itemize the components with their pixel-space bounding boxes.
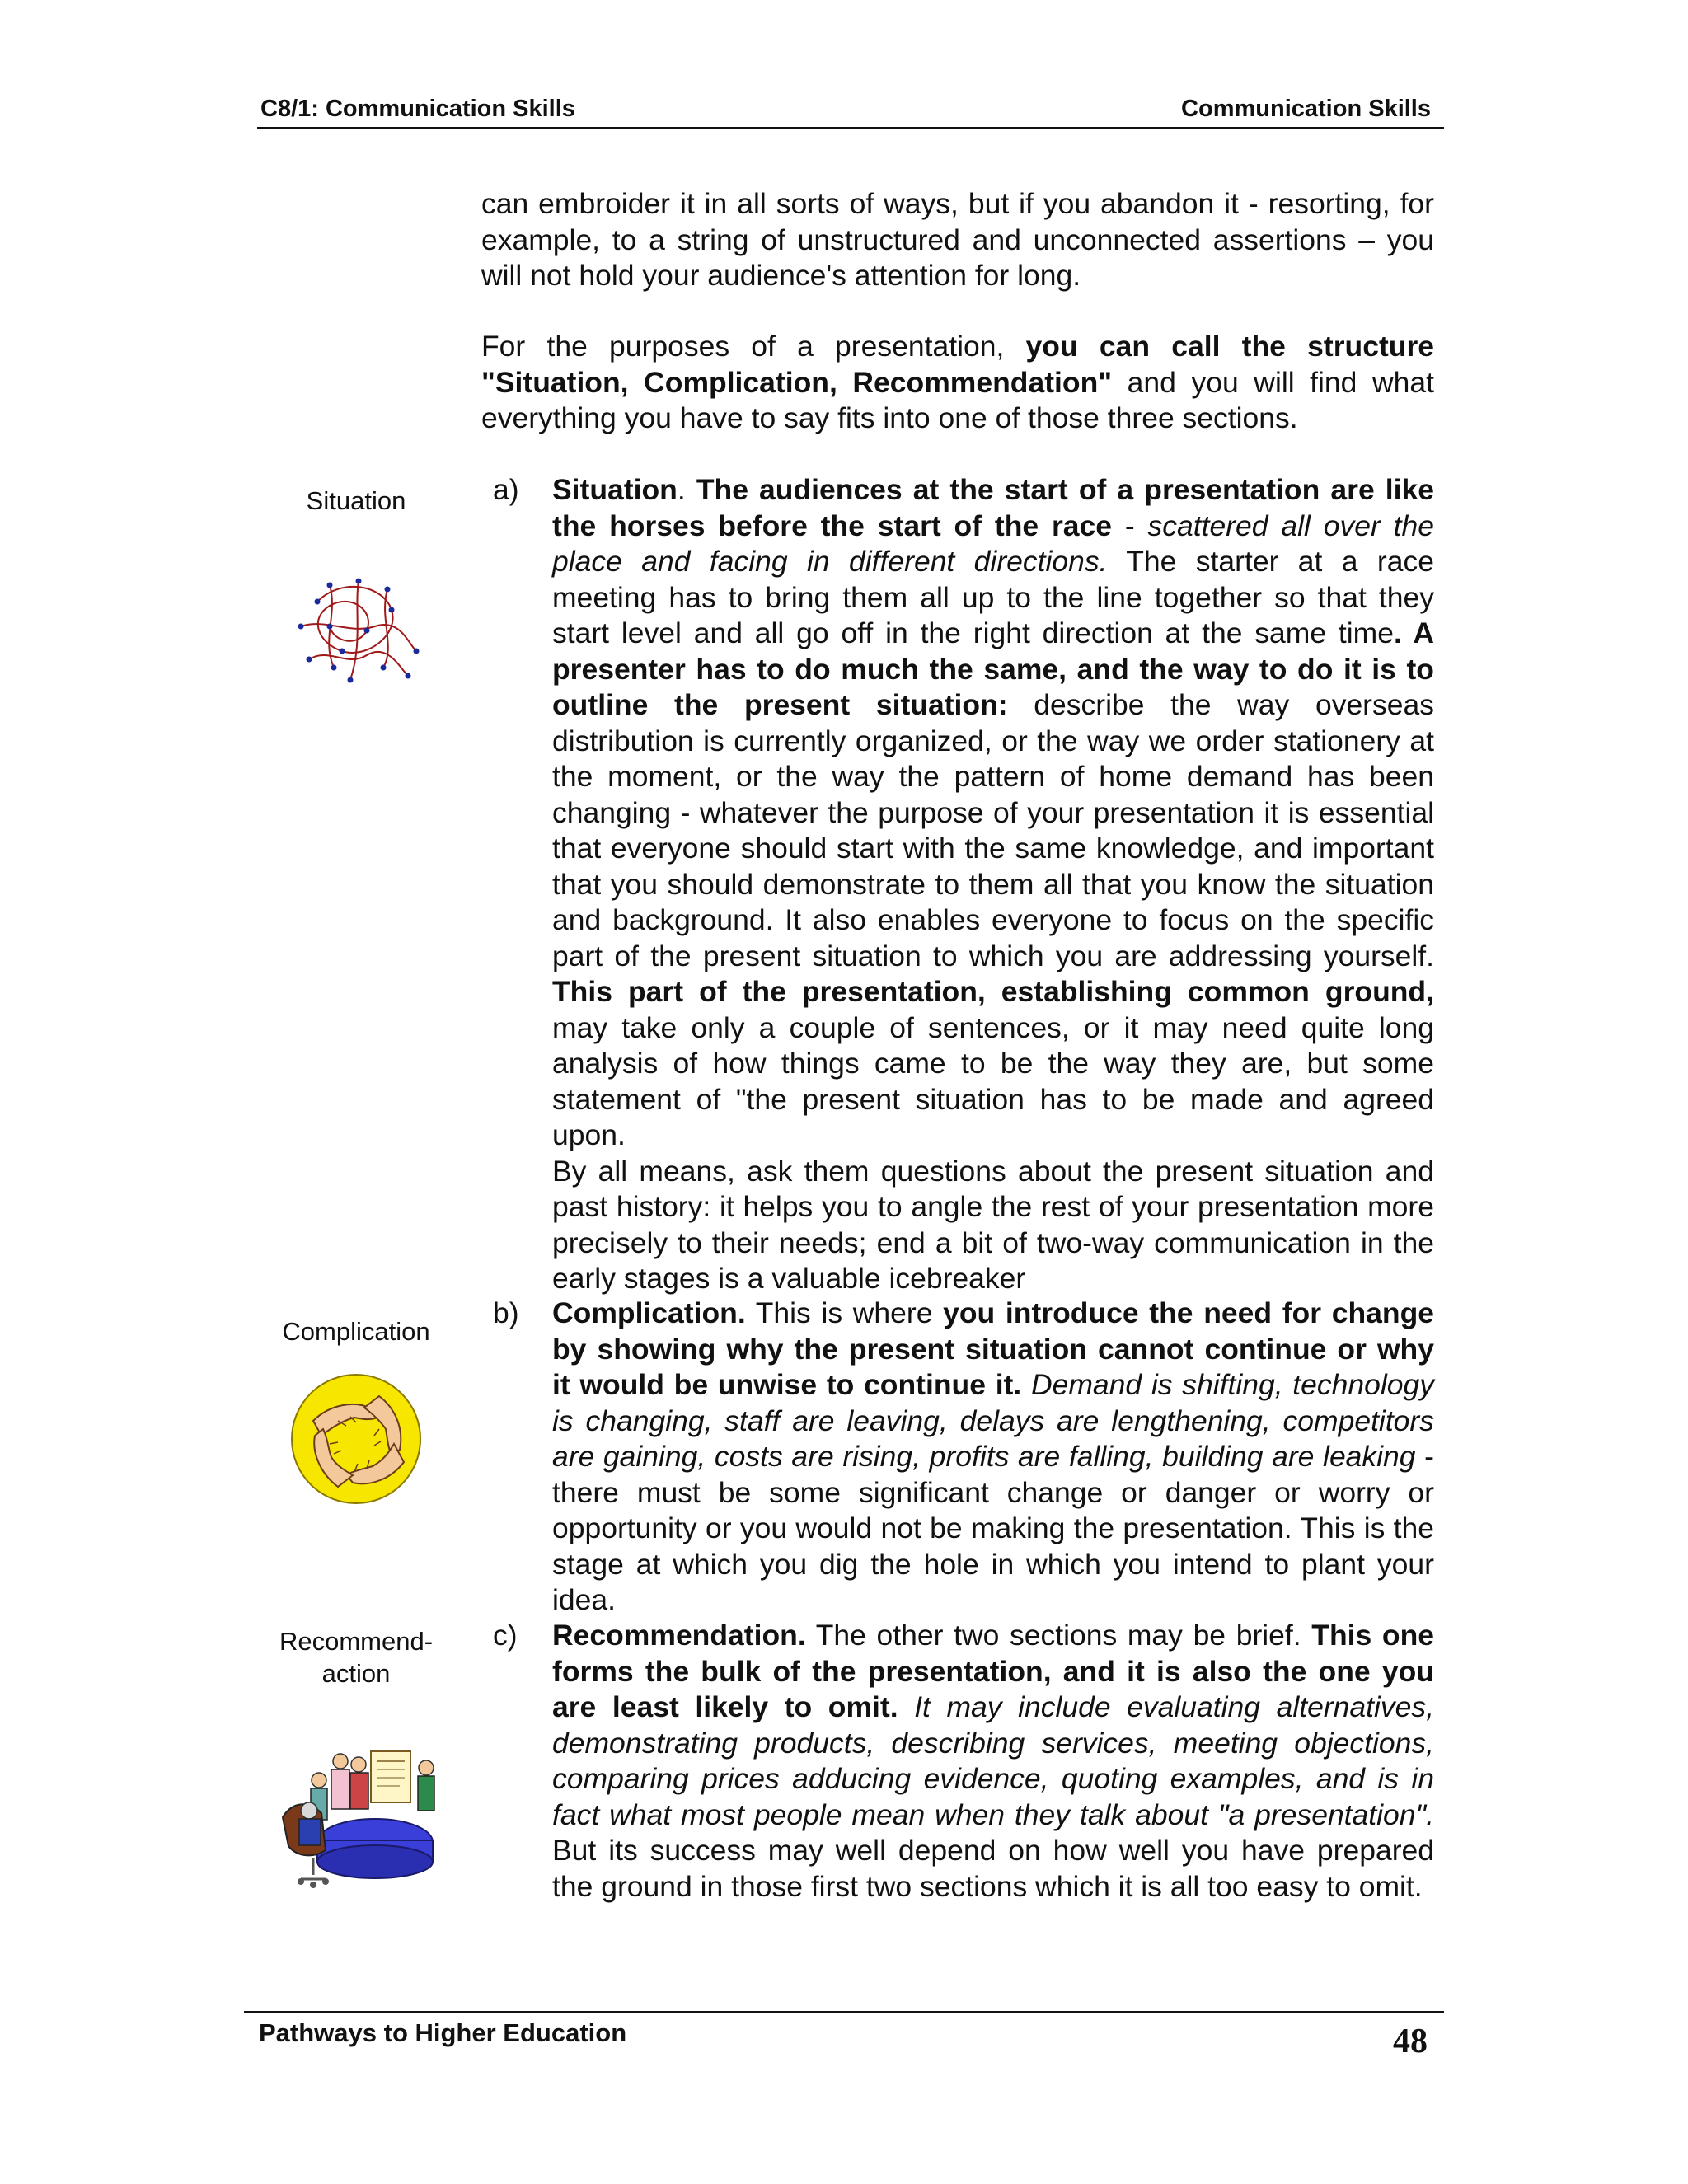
list-item-letter: c) (493, 1619, 518, 1652)
sidebar-label-recommendation-line2: action (321, 1659, 391, 1688)
text-run-italic: It may include evaluating alternatives, demonstrating products, describing services, meeting objections, comparing prices adducing evidence, quoting examples, and is in fact what most people mean when they talk about "a presentation". (552, 1690, 1434, 1831)
meeting-presentation-icon (276, 1743, 437, 1896)
list-item-letter: a) (493, 473, 519, 506)
text-run-bold: This one forms the bulk of the presentation, and it is also the one you are least likely to omit. (552, 1619, 1434, 1723)
text-run: - there must be some significant change or danger or worry or opportunity or you would not be making the presentation. This is the stage at which you dig the hole in which you intend to plant your idea. (552, 1440, 1435, 1616)
intro-paragraph-1 (481, 186, 1434, 294)
text-run (898, 1690, 915, 1723)
list-item-content (552, 1618, 1434, 1905)
sidebar-label-recommendation (257, 1625, 455, 1690)
situation-heading: Situation (552, 473, 678, 506)
text-run: This is where (745, 1296, 944, 1329)
complication-heading: Complication. (552, 1296, 746, 1329)
list-item-letter: b) (493, 1296, 519, 1329)
text-run: The starter at a race meeting has to bring them all up to the line together so that they start level and all go off in the right direction at the same time (552, 545, 1434, 649)
text-run-bold: you introduce the need for change by showing why the present situation cannot continue or why it would be unwise to continue it. (552, 1296, 1435, 1401)
scattered-lines-icon (284, 569, 424, 692)
page-number: 48 (1393, 2022, 1428, 2060)
text-run-italic: scattered all over the place and facing in different directions. (552, 509, 1434, 578)
sidebar-label-complication: Complication (282, 1317, 430, 1346)
recommendation-paragraph (552, 1618, 1434, 1905)
text-run (1021, 1368, 1031, 1401)
sidebar-label-recommendation-line1: Recommend- (279, 1627, 434, 1656)
text-run: - (1112, 509, 1148, 542)
text-run: But its success may well depend on how well you have prepared the ground in those first two sections which it is all too easy to omit. (552, 1834, 1434, 1903)
intro-p2-c: and you will find what everything you have to say fits into one of those three sections. (481, 365, 1434, 434)
linked-hands-icon (288, 1371, 424, 1507)
page-header (257, 92, 1444, 129)
sidebar-label-situation: Situation (306, 486, 406, 515)
intro-p2-text (481, 329, 1434, 437)
recommendation-heading: Recommendation. (552, 1619, 806, 1652)
intro-p2-b: you can call the structure "Situation, Complication, Recommendation" (481, 330, 1435, 399)
intro-paragraph-2 (481, 329, 1434, 437)
situation-paragraph-2: By all means, ask them questions about the present situation and past history: it helps you to angle the rest of your presentation more precisely to their needs; end a bit of two-way communication in the early stages is a valuable icebreaker (552, 1154, 1434, 1295)
text-run: describe the way overseas distribution is currently organized, or the way we order stationery at the moment, or the way the pattern of home demand has been changing - whatever the purpose of your presentation it is essential that everyone should start with the same knowledge, and important that you should demonstrate to them all that you know the situation and background. It also enables everyone to focus on the specific part of the present situation to which you are addressing yourself. (552, 688, 1434, 972)
header-section-title: Communication Skills (1181, 96, 1431, 122)
text-run-italic: Demand is shifting, technology is changing, staff are leaving, delays are lengthening, competitors are gaining, costs are rising, profits are falling, building are leaking (552, 1368, 1434, 1473)
text-run: may take only a couple of sentences, or it may need quite long analysis of how things came to be the way they are, but some statement of "the present situation has to be made and agreed upon. (552, 1010, 1434, 1151)
intro-p1-text: can embroider it in all sorts of ways, but if you abandon it - resorting, for example, to a string of unstructured and unconnected assertions – you will not hold your audience's attention for long. (481, 187, 1434, 292)
text-run-bold: . A presenter has to do much the same, and the way to do it is to outline the present situation: (552, 616, 1434, 721)
intro-p2-a: For the purposes of a presentation, (481, 330, 1026, 363)
text-run-bold: The audiences at the start of a presentation are like the horses before the start of the race (552, 473, 1434, 542)
text-run: . (677, 473, 696, 506)
complication-paragraph (552, 1296, 1434, 1619)
list-item-content (552, 472, 1434, 1297)
situation-paragraph (552, 472, 1434, 1154)
text-run: The other two sections may be brief. (805, 1619, 1312, 1652)
header-course-title: C8/1: Communication Skills (260, 96, 575, 122)
text-run-bold: This part of the presentation, establishing common ground, (552, 975, 1434, 1008)
page-footer (244, 2011, 1444, 2063)
footer-publication-title: Pathways to Higher Education (259, 2018, 627, 2047)
list-item-content (552, 1296, 1434, 1619)
